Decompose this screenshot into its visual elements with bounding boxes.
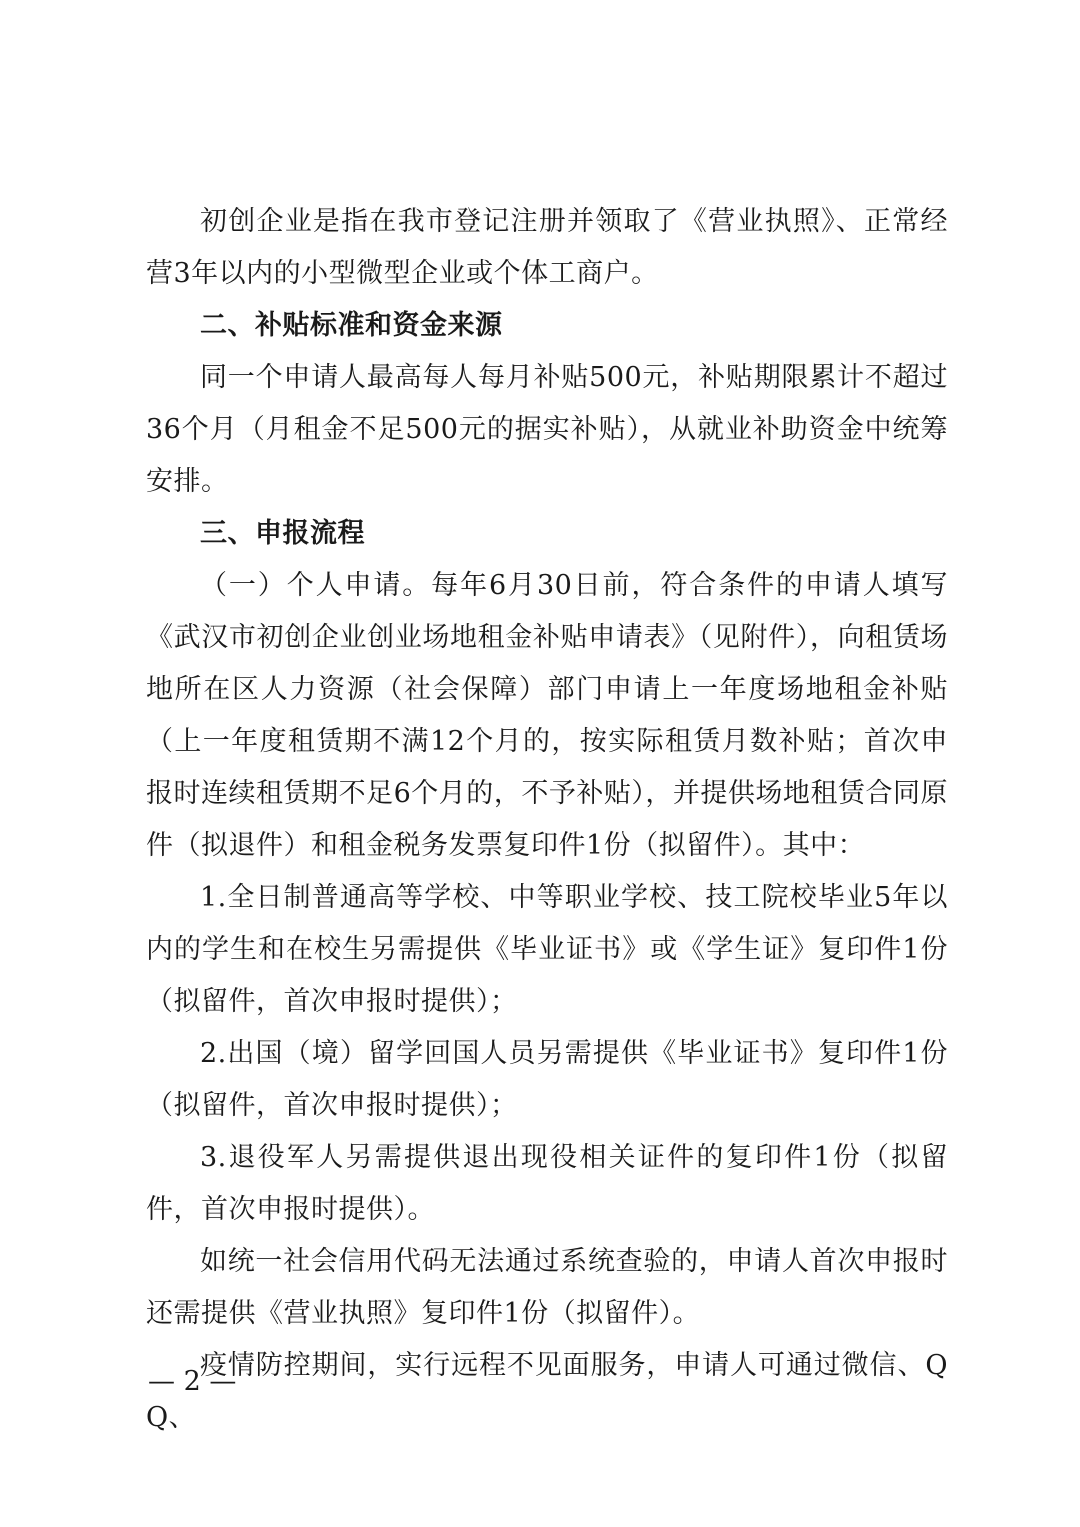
heading-subsidy-standard: 二、补贴标准和资金来源: [200, 310, 503, 341]
paragraph-item-returnees: 2.出国（境）留学回国人员另需提供《毕业证书》复印件1份（拟留件，首次申报时提供）；: [146, 1038, 948, 1121]
paragraph-startup-definition: 初创企业是指在我市登记注册并领取了《营业执照》、正常经营3年以内的小型微型企业或个体工商户。: [146, 206, 948, 289]
paragraph-personal-application: （一）个人申请。每年6月30日前，符合条件的申请人填写《武汉市初创企业创业场地租金补贴申请表》（见附件），向租赁场地所在区人力资源（社会保障）部门申请上一年度场地租金补贴（上一年度租赁期不满12个月的，按实际租赁月数补贴；首次申报时连续租赁期不足6个月的，不予补贴），并提供场地租赁合同原件（拟退件）和租金税务发票复印件1份（拟留件）。其中：: [146, 570, 948, 861]
page-number: — 2 —: [148, 1366, 237, 1397]
paragraph-remote-service: 疫情防控期间，实行远程不见面服务，申请人可通过微信、QQ、: [146, 1350, 948, 1433]
paragraph-item-graduates: 1.全日制普通高等学校、中等职业学校、技工院校毕业5年以内的学生和在校生另需提供《毕业证书》或《学生证》复印件1份（拟留件，首次申报时提供）；: [146, 882, 948, 1017]
paragraph-item-veterans: 3.退役军人另需提供退出现役相关证件的复印件1份（拟留件，首次申报时提供）。: [146, 1142, 948, 1225]
paragraph-subsidy-amount: 同一个申请人最高每人每月补贴500元，补贴期限累计不超过36个月（月租金不足500元的据实补贴），从就业补助资金中统筹安排。: [146, 362, 948, 497]
document-body: [146, 196, 948, 1444]
paragraph-credit-code: 如统一社会信用代码无法通过系统查验的，申请人首次申报时还需提供《营业执照》复印件1份（拟留件）。: [146, 1246, 948, 1329]
heading-application-process: 三、申报流程: [200, 518, 365, 549]
